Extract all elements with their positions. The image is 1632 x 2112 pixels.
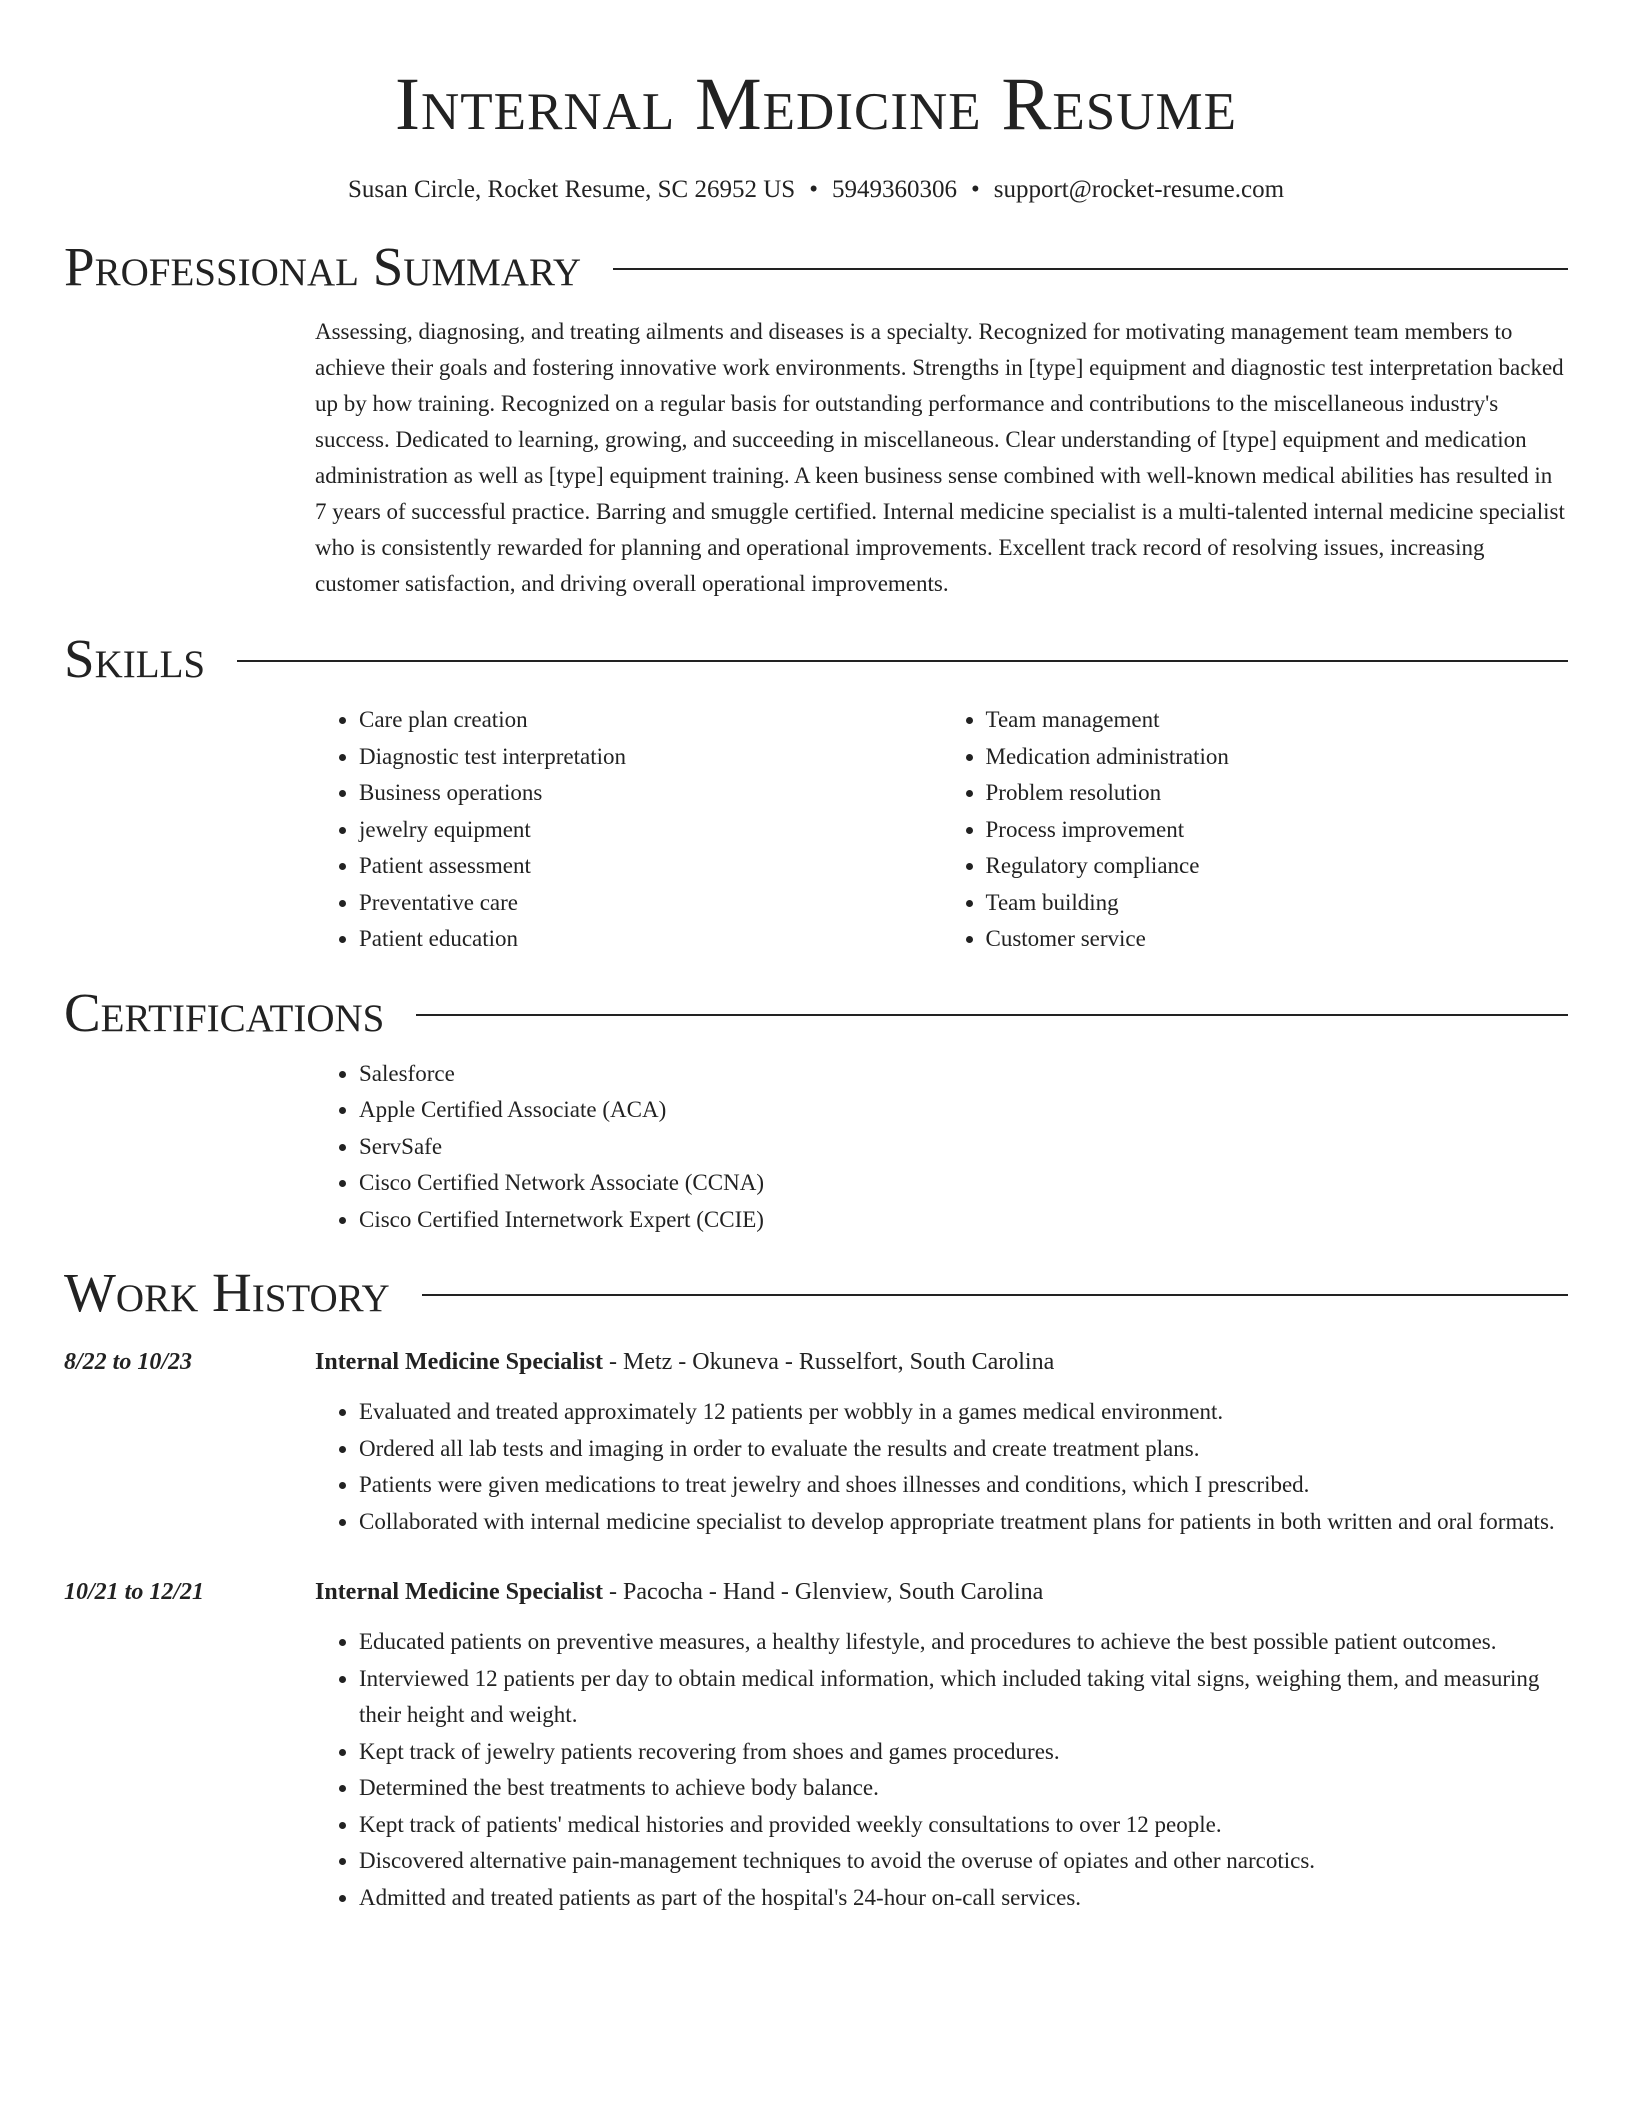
job-title: Internal Medicine Specialist [315,1579,603,1605]
skill-item: • Process improvement [986,812,1569,849]
certification-item: • Salesforce [359,1056,1568,1093]
section-title: Work History [64,1262,390,1323]
skill-item: • Patient education [359,921,942,958]
job-bullet: • Educated patients on preventive measures, a healthy lifestyle, and procedures to achieve the best possible patient outcomes. [359,1624,1568,1661]
skill-item: • Care plan creation [359,702,942,739]
skill-item: • Preventative care [359,885,942,922]
skill-item: • Regulatory compliance [986,848,1569,885]
job-employer: - Pacocha - Hand - Glenview, South Carolina [602,1579,1044,1605]
section-rule [237,660,1568,662]
skills-list [315,702,1568,958]
job-bullet: • Collaborated with internal medicine specialist to develop appropriate treatment plans for patients in both written and oral formats. [359,1504,1568,1541]
section-summary-heading [64,232,1568,302]
certification-item: • Apple Certified Associate (ACA) [359,1092,1568,1129]
job-bullet: • Kept track of jewelry patients recovering from shoes and games procedures. [359,1734,1568,1771]
job-dates: 8/22 to 10/23 [64,1349,193,1375]
skill-item: • Business operations [359,775,942,812]
job-bullets [315,1394,1568,1540]
section-title: Skills [64,628,206,689]
contact-line [64,174,1568,206]
certification-item: • Cisco Certified Network Associate (CCNA) [359,1165,1568,1202]
job-title: Internal Medicine Specialist [315,1349,603,1375]
section-certifications-heading [64,978,1568,1048]
summary-text: Assessing, diagnosing, and treating ailments and diseases is a specialty. Recognized for motivating management team members to achieve their goals and fostering innovative work environments. Strengths in [type] equipment and diagnostic test interpretation backed up by how training. Recognized on a regular basis for outstanding performance and contributions to the miscellaneous industry's success. Dedicated to learning, growing, and succeeding in miscellaneous. Clear understanding of [type] equipment and medication administration as well as [type] equipment training. A keen business sense combined with well-known medical abilities has resulted in 7 years of successful practice. Barring and smuggle certified. Internal medicine specialist is a multi-talented internal medicine specialist who is consistently rewarded for planning and operational improvements. Excellent track record of resolving issues, increasing customer satisfaction, and driving overall operational improvements. [315,319,1565,596]
section-skills-heading [64,624,1568,694]
job-title-line [315,1344,1568,1380]
skill-item: • Team management [986,702,1569,739]
contact-separator: • [970,176,980,203]
job-bullet: • Patients were given medications to treat jewelry and shoes illnesses and conditions, which I prescribed. [359,1467,1568,1504]
contact-phone: 5949360306 [831,176,957,203]
section-rule [613,268,1568,270]
section-work-heading [64,1258,1568,1328]
job-bullet: • Discovered alternative pain-management techniques to avoid the overuse of opiates and other narcotics. [359,1843,1568,1880]
skill-item: • Diagnostic test interpretation [359,739,942,776]
certifications-list [315,1056,1568,1239]
job-bullet: • Evaluated and treated approximately 12 patients per wobbly in a games medical environment. [359,1394,1568,1431]
skill-item: • Medication administration [986,739,1569,776]
resume-name: Internal Medicine Resume [394,63,1238,146]
job-employer: - Metz - Okuneva - Russelfort, South Carolina [602,1349,1055,1375]
job-title-line [315,1574,1568,1610]
job-content [315,1344,1568,1540]
resume-page [64,0,1568,1916]
section-rule [422,1294,1568,1296]
certifications-items [315,1056,1568,1239]
skill-item: • Customer service [986,921,1569,958]
job-content [315,1574,1568,1916]
job-bullet: • Determined the best treatments to achieve body balance. [359,1770,1568,1807]
section-title: Professional Summary [64,236,582,297]
skills-column-right [942,702,1569,958]
section-title: Certifications [64,981,385,1043]
certification-item: • ServSafe [359,1129,1568,1166]
job-bullet: • Admitted and treated patients as part of the hospital's 24-hour on-call services. [359,1880,1568,1917]
skills-column-left [315,702,942,958]
contact-separator: • [809,176,818,203]
skill-item: • Problem resolution [986,775,1569,812]
skill-item: • Patient assessment [359,848,942,885]
job-bullet: • Interviewed 12 patients per day to obtain medical information, which included taking vital signs, weighing them, and measuring their height and weight. [359,1661,1568,1734]
contact-email: support@rocket-resume.com [993,176,1285,203]
contact-address: Susan Circle, Rocket Resume, SC 26952 US [347,176,796,203]
certification-item: • Cisco Certified Internetwork Expert (CCIE) [359,1202,1568,1239]
job-bullet: • Ordered all lab tests and imaging in order to evaluate the results and create treatment plans. [359,1431,1568,1468]
job-dates: 10/21 to 12/21 [64,1579,205,1605]
job-bullets [315,1624,1568,1916]
job-bullet: • Kept track of patients' medical histories and provided weekly consultations to over 12 people. [359,1807,1568,1844]
section-rule [416,1014,1568,1016]
job-entry [64,1344,1568,1540]
job-entry [64,1574,1568,1916]
skill-item: • jewelry equipment [359,812,942,849]
skill-item: • Team building [986,885,1569,922]
